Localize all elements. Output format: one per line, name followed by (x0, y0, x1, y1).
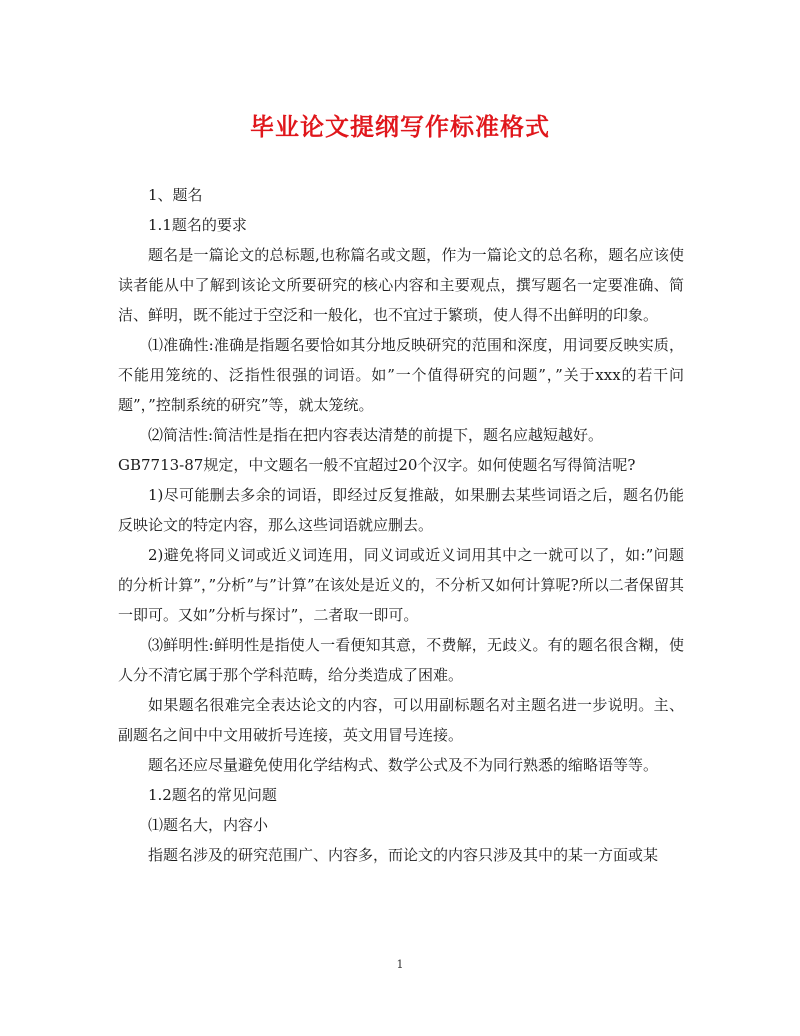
paragraph: ⑴题名大，内容小 (148, 816, 269, 834)
document-body (118, 180, 684, 870)
paragraph: 题名还应尽量避免使用化学结构式、数学公式及不为同行熟悉的缩略语等等。 (148, 756, 659, 774)
paragraph: GB7713-87规定，中文题名一般不宜超过20个汉字。如何使题名写得简洁呢? (118, 456, 636, 474)
paragraph: ⑵简洁性:简洁性是指在把内容表达清楚的前提下，题名应越短越好。 (148, 426, 604, 444)
document-title: 毕业论文提纲写作标准格式 (250, 112, 550, 141)
paragraph: ⑶鲜明性:鲜明性是指使人一看便知其意，不费解，无歧义。有的题名很含糊，使人分不清它属于那个学科范畴，给分类造成了困难。 (118, 636, 684, 684)
paragraph: 指题名涉及的研究范围广、内容多，而论文的内容只涉及其中的某一方面或某 (148, 846, 659, 864)
paragraph-section-heading: 1、题名 (148, 186, 203, 204)
paragraph-subheading: 1.1题名的要求 (148, 216, 247, 234)
paragraph: 题名是一篇论文的总标题,也称篇名或文题，作为一篇论文的总名称，题名应该使读者能从中了解到该论文所要研究的核心内容和主要观点，撰写题名一定要准确、简洁、鲜明，既不能过于空泛和一般化，也不宜过于繁琐，使人得不出鲜明的印象。 (118, 246, 684, 324)
paragraph-subheading: 1.2题名的常见问题 (148, 786, 277, 804)
page-number: 1 (396, 958, 404, 971)
paragraph: ⑴准确性:准确是指题名要恰如其分地反映研究的范围和深度，用词要反映实质，不能用笼统的、泛指性很强的词语。如”一个值得研究的问题”，”关于xxx的若干问题”，”控制系统的研究”等，就太笼统。 (118, 336, 684, 414)
paragraph: 2)避免将同义词或近义词连用，同义词或近义词用其中之一就可以了，如:”问题的分析计算”，”分析”与”计算”在该处是近义的，不分析又如何计算呢?所以二者保留其一即可。又如”分析与探讨”，二者取一即可。 (118, 546, 684, 624)
paragraph: 1)尽可能删去多余的词语，即经过反复推敲，如果删去某些词语之后，题名仍能反映论文的特定内容，那么这些词语就应删去。 (118, 486, 684, 534)
paragraph: 如果题名很难完全表达论文的内容，可以用副标题名对主题名进一步说明。主、副题名之间中中文用破折号连接，英文用冒号连接。 (118, 696, 684, 744)
